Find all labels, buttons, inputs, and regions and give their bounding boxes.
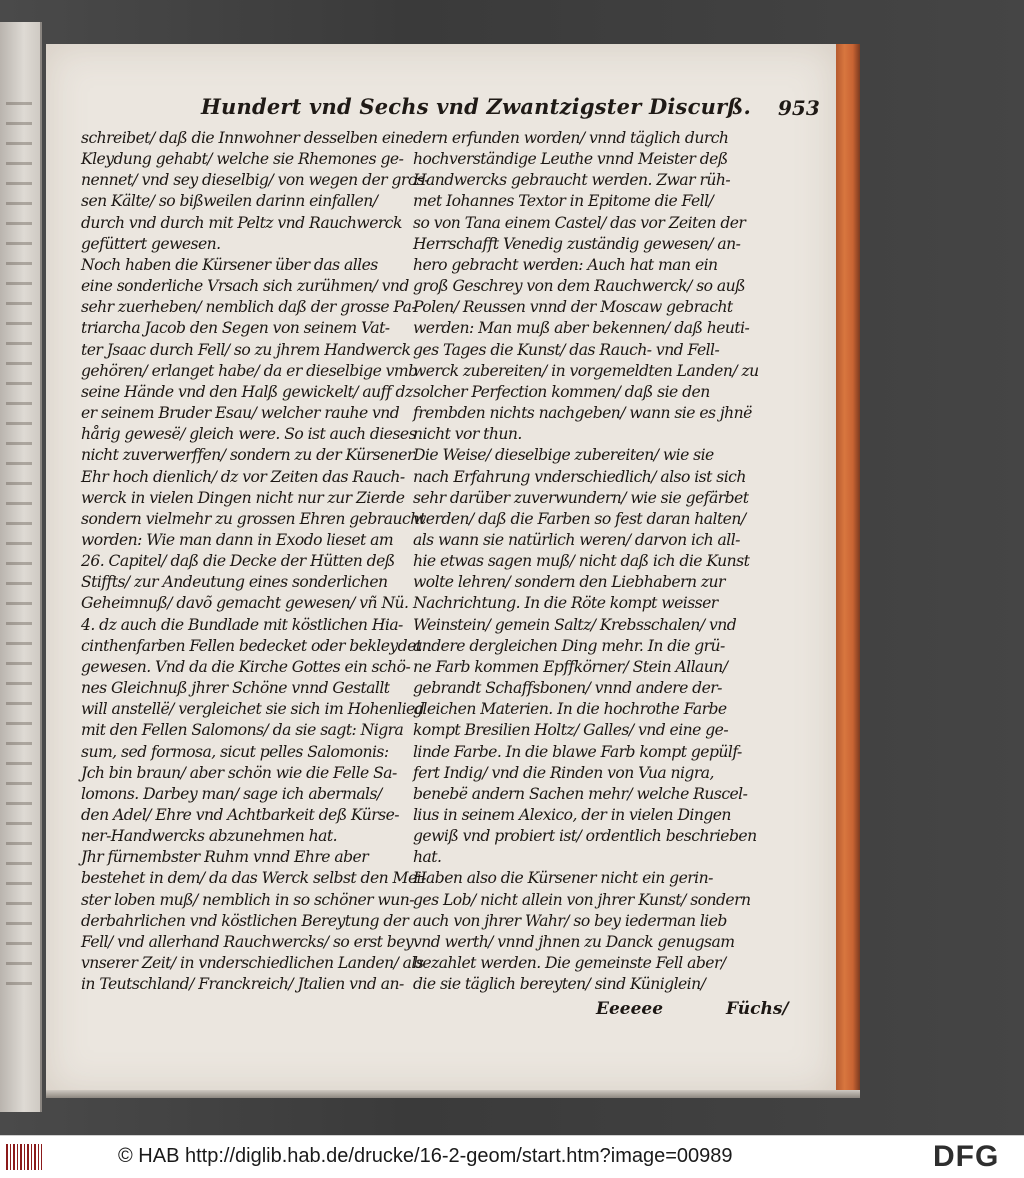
text-line: Stiffts/ zur Andeutung eines sonderlichen [81, 573, 388, 592]
text-line: Herrschafft Venedig zuständig gewesen/ an- [413, 234, 741, 253]
signature-mark: Eeeeee [596, 999, 664, 1019]
text-line: andere dergleichen Ding mehr. In die grü- [413, 636, 725, 655]
text-line: auch von jhrer Wahr/ so bey iederman lieb [413, 911, 727, 930]
text-line: werden/ daß die Farben so fest daran halten/ [413, 509, 746, 528]
text-line: Fell/ vnd allerhand Rauchwercks/ so erst bey [81, 932, 414, 951]
text-line: hårig gewesë/ gleich were. So ist auch dieses [81, 425, 417, 444]
text-line: nennet/ vnd sey dieselbig/ von wegen der gros- [81, 171, 429, 190]
text-line: lius in seinem Alexico, der in vielen Dingen [413, 806, 731, 824]
text-line: sen Kälte/ so bißweilen darinn einfallen/ [81, 192, 378, 211]
text-line: met Iohannes Textor in Epitome die Fell/ [413, 192, 714, 211]
text-line: werck in vielen Dingen nicht nur zur Zierde [81, 488, 405, 507]
text-line: nach Erfahrung vnderschiedlich/ also ist sich [413, 467, 746, 486]
page-bottom-edge [46, 1090, 860, 1098]
page-number: 953 [778, 96, 820, 120]
text-line: Jhr fürnembster Ruhm vnnd Ehre aber [81, 848, 369, 867]
text-line: linde Farbe. In die blawe Farb kompt gepülf- [413, 742, 742, 761]
text-line: Polen/ Reussen vnnd der Moscaw gebracht [413, 298, 733, 317]
text-line: die sie täglich bereyten/ sind Küniglein/ [413, 975, 706, 994]
text-line: ster loben muß/ nemblich in so schöner wun- [81, 890, 414, 909]
text-line: frembden nichts nachgeben/ wann sie es jhnë [413, 404, 752, 423]
text-line: hie etwas sagen muß/ nicht daß ich die Kunst [413, 552, 750, 571]
text-line: fert Indig/ vnd die Rinden von Vua nigra, [413, 763, 714, 782]
text-line: Ehr hoch dienlich/ dz vor Zeiten das Rauch- [81, 467, 405, 486]
text-line: mit den Fellen Salomons/ da sie sagt: Nigra [81, 721, 404, 740]
text-line: ne Farb kommen Epffkörner/ Stein Allaun/ [413, 657, 728, 676]
text-line: derbahrlichen vnd köstlichen Bereytung der [81, 911, 409, 930]
text-line: Jch bin braun/ aber schön wie die Felle Sa- [81, 763, 397, 782]
text-line: nes Gleichnuß jhrer Schöne vnnd Gestallt [81, 679, 390, 698]
text-line: nicht vor thun. [413, 425, 522, 444]
text-line: will anstellë/ vergleichet sie sich im Hohenlied [81, 700, 425, 719]
text-line: wolte lehren/ sondern den Liebhabern zur [413, 573, 725, 592]
dfg-logo: DFG [933, 1140, 1000, 1173]
barcode-icon [6, 1144, 42, 1170]
text-line: vnserer Zeit/ in vnderschiedlichen Landen/ als [81, 954, 424, 973]
text-line: Geheimnuß/ davõ gemacht gewesen/ vñ Nü. [81, 594, 409, 613]
text-line: er seinem Bruder Esau/ welcher rauhe vnd [81, 404, 400, 423]
previous-page-edge [0, 22, 42, 1112]
credit-link[interactable]: © HAB http://diglib.hab.de/drucke/16-2-geom/start.htm?image=00989 [118, 1145, 733, 1167]
running-header: Hundert vnd Sechs vnd Zwantzigster Discurß. [201, 94, 751, 119]
text-line: ges Lob/ nicht allein von jhrer Kunst/ sondern [413, 890, 751, 909]
text-line: gewesen. Vnd da die Kirche Gottes ein schö- [81, 657, 411, 676]
text-line: werden: Man muß aber bekennen/ daß heuti- [413, 319, 750, 338]
text-line: nicht zuverwerffen/ sondern zu der Kürsener [81, 446, 414, 465]
text-line: sondern vielmehr zu grossen Ehren gebraucht [81, 509, 426, 528]
text-line: Kleydung gehabt/ welche sie Rhemones ge- [81, 150, 404, 169]
text-line: so von Tana einem Castel/ das vor Zeiten der [413, 213, 746, 232]
text-line: Nachrichtung. In die Röte kompt weisser [413, 594, 718, 613]
text-line: Die Weise/ dieselbige zubereiten/ wie sie [413, 446, 714, 465]
page-edge-red [836, 44, 860, 1090]
book-page [46, 44, 836, 1094]
footer-bar [0, 1135, 1024, 1178]
text-line: gebrandt Schaffsbonen/ vnnd andere der- [413, 679, 722, 698]
text-line: ges Tages die Kunst/ das Rauch- vnd Fell- [413, 340, 720, 359]
text-line: gefüttert gewesen. [81, 234, 221, 253]
text-line: in Teutschland/ Franckreich/ Jtalien vnd an- [81, 975, 404, 994]
text-line: hero gebracht werden: Auch hat man ein [413, 255, 718, 274]
text-line: ner-Handwercks abzunehmen hat. [81, 827, 338, 846]
text-line: den Adel/ Ehre vnd Achtbarkeit deß Kürse- [81, 806, 400, 824]
catchword: Füchs/ [726, 999, 789, 1019]
text-line: durch vnd durch mit Peltz vnd Rauchwerck [81, 213, 402, 232]
text-line: gewiß vnd probiert ist/ ordentlich beschrieben [413, 827, 757, 846]
text-line: dern erfunden worden/ vnnd täglich durch [413, 129, 729, 147]
text-line: 26. Capitel/ daß die Decke der Hütten deß [81, 552, 395, 571]
text-line: sum, sed formosa, sicut pelles Salomonis: [81, 742, 389, 761]
text-line: lomons. Darbey man/ sage ich abermals/ [81, 784, 382, 803]
text-line: groß Geschrey von dem Rauchwerck/ so auß [413, 277, 746, 296]
text-line: werck zubereiten/ in vorgemeldten Landen/ zu [413, 361, 759, 380]
text-line: sehr zuerheben/ nemblich daß der grosse Pa- [81, 298, 417, 317]
left-text-column [81, 128, 429, 995]
text-line: solcher Perfection kommen/ daß sie den [413, 382, 710, 401]
text-line: schreibet/ daß die Innwohner desselben eine [81, 129, 414, 147]
text-line: worden: Wie man dann in Exodo lieset am [81, 530, 394, 549]
text-line: Haben also die Kürsener nicht ein gerin- [413, 869, 713, 888]
text-line: triarcha Jacob den Segen von seinem Vat- [81, 319, 390, 338]
right-text-column [413, 128, 759, 995]
text-line: sehr darüber zuverwundern/ wie sie gefärbet [413, 488, 749, 507]
text-line: bezahlet werden. Die gemeinste Fell aber/ [413, 954, 726, 973]
text-line: gleichen Materien. In die hochrothe Farbe [413, 700, 727, 719]
text-line: eine sonderliche Vrsach sich zurühmen/ vnd [81, 277, 409, 296]
text-line: hochverständige Leuthe vnnd Meister deß [413, 150, 728, 169]
text-line: benebë andern Sachen mehr/ welche Ruscel- [413, 784, 748, 803]
text-line: Handwercks gebraucht werden. Zwar rüh- [413, 171, 731, 190]
text-line: Weinstein/ gemein Saltz/ Krebsschalen/ vnd [413, 615, 737, 634]
text-line: hat. [413, 848, 442, 867]
text-line: Noch haben die Kürsener über das alles [81, 255, 378, 274]
text-line: ter Jsaac durch Fell/ so zu jhrem Handwerck [81, 340, 411, 359]
text-line: bestehet in dem/ da das Werck selbst den Mei- [81, 869, 426, 888]
text-line: 4. dz auch die Bundlade mit köstlichen Hia- [81, 615, 403, 634]
text-line: cinthenfarben Fellen bedecket oder bekleydet [81, 636, 422, 655]
text-line: gehören/ erlanget habe/ da er dieselbige vmb [81, 361, 418, 380]
text-line: vnd werth/ vnnd jhnen zu Danck genugsam [413, 932, 735, 951]
text-line: kompt Bresilien Holtz/ Galles/ vnd eine ge- [413, 721, 729, 740]
text-line: seine Hände vnd den Halß gewickelt/ auff dz [81, 382, 413, 401]
text-line: als wann sie natürlich weren/ darvon ich all- [413, 530, 740, 549]
